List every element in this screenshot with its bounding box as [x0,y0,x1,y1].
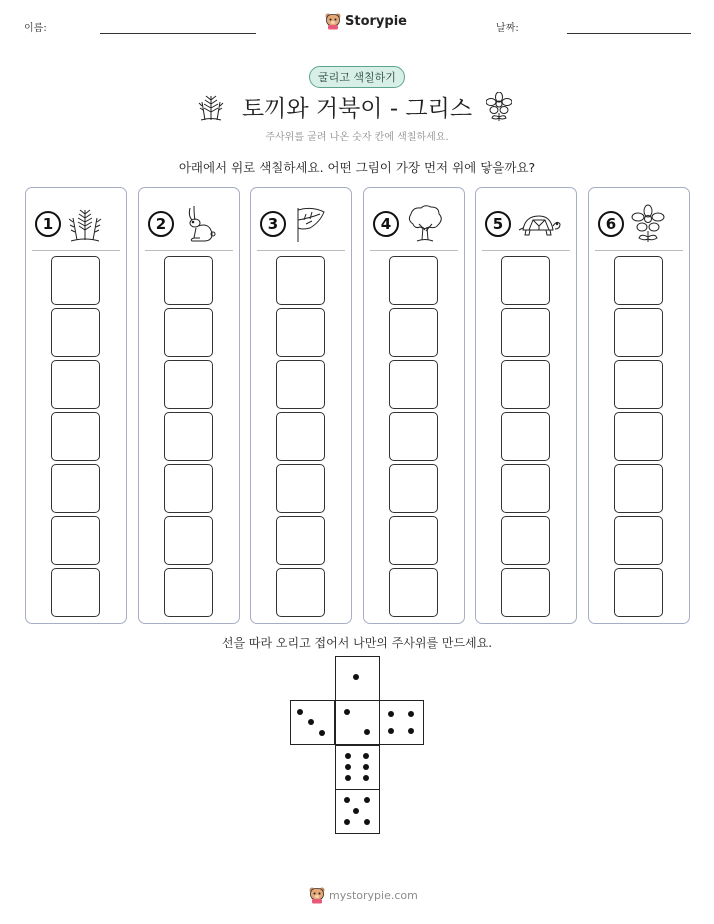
color-cell[interactable] [501,464,550,513]
color-cell[interactable] [51,360,100,409]
flower-icon [486,92,512,126]
die-pip [297,709,303,715]
footer [309,886,418,904]
die-face-6 [335,745,380,790]
instruction-text: 아래에서 위로 색칠하세요. 어떤 그림이 가장 먼저 위에 닿을까요? [178,160,536,175]
color-cell[interactable] [614,308,663,357]
bear-mascot-icon [309,886,325,904]
die-pip [353,674,359,680]
die-face-4 [379,700,424,745]
color-cell[interactable] [501,308,550,357]
color-cell[interactable] [501,360,550,409]
color-cell[interactable] [389,464,438,513]
die-pip [319,730,325,736]
column-divider [595,250,683,251]
die-pip [363,764,369,770]
die-pip [344,797,350,803]
color-cell[interactable] [389,256,438,305]
color-cell[interactable] [276,412,325,461]
die-pip [388,711,394,717]
color-cell[interactable] [501,568,550,617]
color-cell[interactable] [389,412,438,461]
color-cell[interactable] [614,412,663,461]
activity-badge: 굴리고 색칠하기 [309,66,405,88]
color-cell[interactable] [51,464,100,513]
footer-url[interactable]: mystorypie.com [329,888,418,902]
column-divider [370,250,458,251]
column-5 [475,187,577,624]
color-cell[interactable] [164,412,213,461]
die-pip [353,808,359,814]
column-3 [250,187,352,624]
column-number: 6 [598,211,624,237]
color-cell[interactable] [614,256,663,305]
die-pip [364,797,370,803]
die-pip [364,819,370,825]
die-pip [408,711,414,717]
die-pip [363,775,369,781]
die-pip [345,764,351,770]
die-pip [344,819,350,825]
die-pip [388,728,394,734]
die-face-5 [335,789,380,834]
column-4 [363,187,465,624]
column-2 [138,187,240,624]
color-cell[interactable] [164,464,213,513]
column-number: 4 [373,211,399,237]
color-cell[interactable] [389,308,438,357]
die-pip [363,753,369,759]
date-line[interactable] [567,33,691,34]
color-cell[interactable] [614,568,663,617]
flower-icon [630,204,666,244]
die-pip [345,753,351,759]
column-number: 2 [148,211,174,237]
color-cell[interactable] [501,412,550,461]
column-divider [257,250,345,251]
color-cell[interactable] [51,256,100,305]
color-cell[interactable] [164,360,213,409]
subtitle: 주사위를 굴려 나온 숫자 칸에 색칠하세요. [265,132,449,143]
color-cell[interactable] [276,308,325,357]
color-cell[interactable] [51,516,100,565]
leaf-flag-icon [292,204,328,244]
color-cell[interactable] [614,516,663,565]
color-cell[interactable] [501,516,550,565]
column-divider [32,250,120,251]
color-cell[interactable] [389,568,438,617]
color-cell[interactable] [389,516,438,565]
rabbit-icon [180,204,220,244]
column-number: 3 [260,211,286,237]
brand-name: Storypie [345,13,407,29]
color-cell[interactable] [51,412,100,461]
color-cell[interactable] [276,360,325,409]
die-pip [308,719,314,725]
column-number: 5 [485,211,511,237]
tree-icon [405,204,445,244]
color-cell[interactable] [614,464,663,513]
die-pip [408,728,414,734]
turtle-icon [517,204,561,244]
column-number: 1 [35,211,61,237]
brand-logo [325,12,407,30]
die-pip [344,709,350,715]
color-cell[interactable] [164,568,213,617]
die-face-1 [335,656,380,701]
color-cell[interactable] [51,308,100,357]
bear-mascot-icon [325,12,341,30]
color-cell[interactable] [164,308,213,357]
name-label: 이름: [24,23,47,34]
color-cell[interactable] [501,256,550,305]
page-title: 토끼와 거북이 - 그리스 [241,96,473,122]
name-line[interactable] [100,33,256,34]
die-face-3 [290,700,335,745]
color-cell[interactable] [164,256,213,305]
color-cell[interactable] [276,516,325,565]
color-cell[interactable] [389,360,438,409]
fern-icon [67,204,103,244]
color-cell[interactable] [276,464,325,513]
fold-instruction: 선을 따라 오리고 접어서 나만의 주사위를 만드세요. [221,636,493,650]
color-cell[interactable] [51,568,100,617]
die-pip [364,729,370,735]
column-divider [145,250,233,251]
column-6 [588,187,690,624]
color-cell[interactable] [164,516,213,565]
color-cell[interactable] [276,256,325,305]
die-pip [345,775,351,781]
column-divider [482,250,570,251]
date-label: 날짜: [496,23,519,34]
color-cell[interactable] [614,360,663,409]
die-face-2 [335,700,380,745]
column-1 [25,187,127,624]
color-cell[interactable] [276,568,325,617]
